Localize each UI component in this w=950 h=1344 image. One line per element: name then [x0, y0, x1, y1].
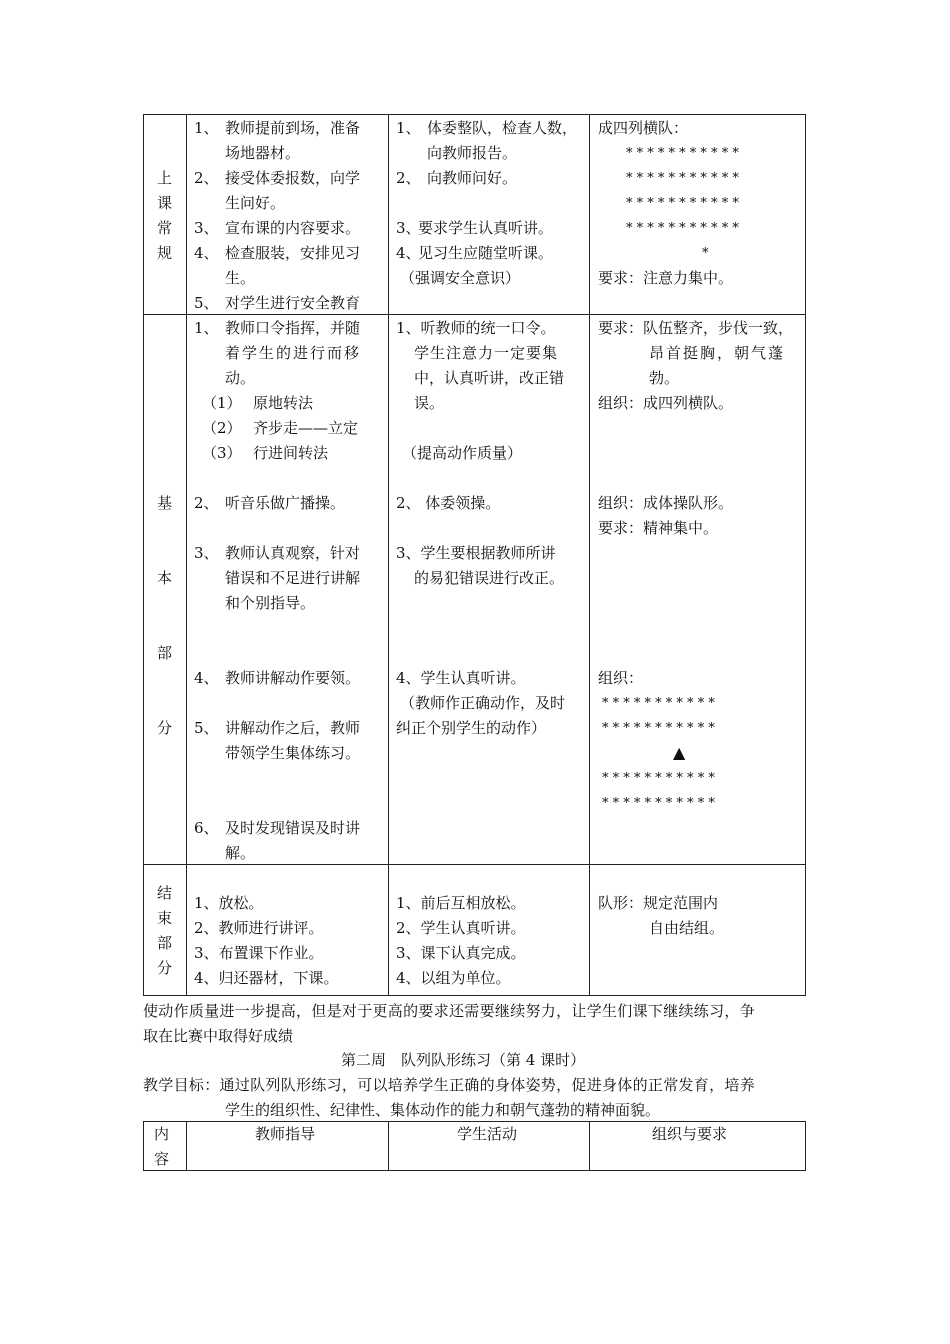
student-item-text: （教师作正确动作，及时 — [400, 694, 566, 712]
student-item-number: 2、 — [396, 169, 421, 187]
teacher-item-text: 着学生的进行而移 — [225, 344, 362, 362]
teacher-item-text: 教师讲解动作要领。 — [225, 669, 361, 687]
formation-star-row: * * * * * * * * * * * — [626, 171, 739, 186]
table2-border-right — [805, 1121, 806, 1171]
student-item-text: 的易犯错误进行改正。 — [414, 569, 565, 587]
section2-label-char: 分 — [157, 719, 173, 737]
teacher-item-number: 5、 — [194, 294, 219, 312]
table2-border-bottom — [143, 1170, 806, 1171]
formation-star-row: * * * * * * * * * * * — [602, 771, 715, 786]
student-item-text: 2、学生认真听讲。 — [396, 919, 526, 937]
student-item-text: 1、听教师的统一口令。 — [396, 319, 556, 337]
teacher-item-text: 带领学生集体练习。 — [225, 744, 361, 762]
teaching-goal: 学生的组织性、纪律性、集体动作的能力和朝气蓬勃的精神面貌。 — [225, 1101, 661, 1119]
student-item-text: 中，认真听讲，改正错 — [414, 369, 565, 387]
teacher-item-number: 3、 — [194, 219, 219, 237]
table2-header-student: 学生活动 — [457, 1125, 518, 1143]
student-item-text: 见习生应随堂听课。 — [418, 244, 554, 262]
table2-border-left — [143, 1121, 144, 1171]
formation-star-row: * * * * * * * * * * * — [626, 146, 739, 161]
teacher-item-number: 4、 — [194, 244, 219, 262]
body-paragraph: 取在比赛中取得好成绩 — [143, 1027, 294, 1045]
teacher-item-text: 检查服装，安排见习 — [225, 244, 361, 262]
student-item-text: 2、 体委领操。 — [396, 494, 501, 512]
formation-star-row: * * * * * * * * * * * — [602, 696, 715, 711]
student-item-note: （提高动作质量） — [402, 444, 523, 462]
org-organization: 组织：成四列横队。 — [598, 394, 734, 412]
teacher-position-triangle: ▲ — [673, 743, 686, 762]
section2-label-char: 基 — [157, 494, 173, 512]
section3-label-char: 部 — [157, 934, 173, 952]
table2-header-org: 组织与要求 — [652, 1125, 728, 1143]
section1-label-char: 上 — [157, 169, 173, 187]
teacher-subitem-number: （3） — [202, 444, 242, 462]
teacher-item-text: 2、教师进行讲评。 — [194, 919, 324, 937]
student-item-text: 向教师报告。 — [427, 144, 518, 162]
org-requirement: 勃。 — [649, 369, 680, 387]
teacher-item-text: 生。 — [225, 269, 256, 287]
teacher-item-text: 场地器材。 — [225, 144, 301, 162]
student-item-number: 4、 — [396, 244, 421, 262]
org-organization: 组织： — [598, 669, 644, 687]
teacher-item-text: 教师口令指挥，并随 — [225, 319, 361, 337]
teacher-subitem-text: 原地转法 — [253, 394, 314, 412]
formation-title: 成四列横队： — [598, 119, 689, 137]
teacher-item-text: 接受体委报数，向学 — [225, 169, 361, 187]
teacher-item-text: 听音乐做广播操。 — [225, 494, 346, 512]
table1-border-bottom — [143, 995, 806, 996]
teacher-item-text: 教师认真观察，针对 — [225, 544, 361, 562]
teacher-item-text: 宣布课的内容要求。 — [225, 219, 361, 237]
teacher-item-number: 1、 — [194, 319, 219, 337]
teacher-item-number: 4、 — [194, 669, 219, 687]
table2-header-teacher: 教师指导 — [255, 1125, 316, 1143]
teacher-subitem-text: 齐步走——立定 — [253, 419, 359, 437]
teacher-item-text: 1、放松。 — [194, 894, 264, 912]
table2-col-divider-2 — [388, 1121, 389, 1171]
section3-label-char: 分 — [157, 959, 173, 977]
section3-label-char: 结 — [157, 884, 173, 902]
teacher-item-text: 3、布置课下作业。 — [194, 944, 324, 962]
student-item-text: 误。 — [414, 394, 445, 412]
body-paragraph: 使动作质量进一步提高，但是对于更高的要求还需要继续努力，让学生们课下继续练习，争 — [143, 1002, 756, 1020]
table2-header-content: 内 — [154, 1125, 170, 1143]
teacher-item-text: 4、归还器材，下课。 — [194, 969, 339, 987]
teacher-item-number: 3、 — [194, 544, 219, 562]
formation-single-star: * — [702, 246, 709, 261]
teacher-item-number: 2、 — [194, 494, 219, 512]
section3-label-char: 束 — [157, 909, 173, 927]
student-item-text: 体委整队，检查人数， — [427, 119, 578, 137]
org-organization: 组织：成体操队形。 — [598, 494, 734, 512]
org-requirement: 昂首挺胸，朝气蓬 — [649, 344, 786, 362]
student-item-text: 纠正个别学生的动作） — [396, 719, 547, 737]
teacher-item-text: 及时发现错误及时讲 — [225, 819, 361, 837]
student-item-text: 4、以组为单位。 — [396, 969, 511, 987]
student-item-text: 学生注意力一定要集 — [414, 344, 559, 362]
section1-label-char: 课 — [157, 194, 173, 212]
org-formation: 队形：规定范围内 — [598, 894, 719, 912]
student-item-number: 1、 — [396, 119, 421, 137]
teacher-item-text: 解。 — [225, 844, 256, 862]
student-item-text: 向教师问好。 — [427, 169, 518, 187]
student-item-text: （强调安全意识） — [400, 269, 521, 287]
table2-header-content: 容 — [154, 1150, 170, 1168]
section2-label-char: 本 — [157, 569, 173, 587]
section1-label-char: 常 — [157, 219, 173, 237]
org-formation: 自由结组。 — [649, 919, 725, 937]
student-item-number: 3、 — [396, 219, 421, 237]
formation-star-row: * * * * * * * * * * * — [626, 196, 739, 211]
org-requirement: 要求：精神集中。 — [598, 519, 719, 537]
teacher-item-text: 生问好。 — [225, 194, 286, 212]
teacher-subitem-number: （1） — [202, 394, 242, 412]
formation-star-row: * * * * * * * * * * * — [602, 721, 715, 736]
teacher-item-number: 2、 — [194, 169, 219, 187]
table2-col-divider-1 — [186, 1121, 187, 1171]
formation-star-row: * * * * * * * * * * * — [626, 221, 739, 236]
teacher-item-number: 5、 — [194, 719, 219, 737]
student-item-text: 1、前后互相放松。 — [396, 894, 526, 912]
teacher-item-text: 错误和不足进行讲解 — [225, 569, 361, 587]
student-item-text: 3、课下认真完成。 — [396, 944, 526, 962]
teacher-item-text: 和个别指导。 — [225, 594, 316, 612]
teacher-subitem-text: 行进间转法 — [253, 444, 329, 462]
student-item-text: 4、学生认真听讲。 — [396, 669, 526, 687]
section1-label-char: 规 — [157, 244, 173, 262]
formation-star-row: * * * * * * * * * * * — [602, 796, 715, 811]
teacher-item-number: 6、 — [194, 819, 219, 837]
teacher-subitem-number: （2） — [202, 419, 242, 437]
student-item-text: 3、学生要根据教师所讲 — [396, 544, 556, 562]
teacher-item-text: 讲解动作之后，教师 — [225, 719, 361, 737]
lesson-heading: 第二周 队列队形练习（第 4 课时） — [341, 1051, 586, 1069]
teacher-item-text: 对学生进行安全教育 — [225, 294, 361, 312]
table2-col-divider-3 — [589, 1121, 590, 1171]
formation-requirement: 要求：注意力集中。 — [598, 269, 734, 287]
student-item-text: 要求学生认真听讲。 — [418, 219, 554, 237]
org-requirement: 要求：队伍整齐，步伐一致， — [598, 319, 794, 337]
teaching-goal: 教学目标：通过队列队形练习，可以培养学生正确的身体姿势，促进身体的正常发育，培养 — [143, 1076, 756, 1094]
teacher-item-text: 教师提前到场，准备 — [225, 119, 361, 137]
table1-border-top — [143, 114, 806, 115]
section2-label-char: 部 — [157, 644, 173, 662]
teacher-item-text: 动。 — [225, 369, 256, 387]
teacher-item-number: 1、 — [194, 119, 219, 137]
